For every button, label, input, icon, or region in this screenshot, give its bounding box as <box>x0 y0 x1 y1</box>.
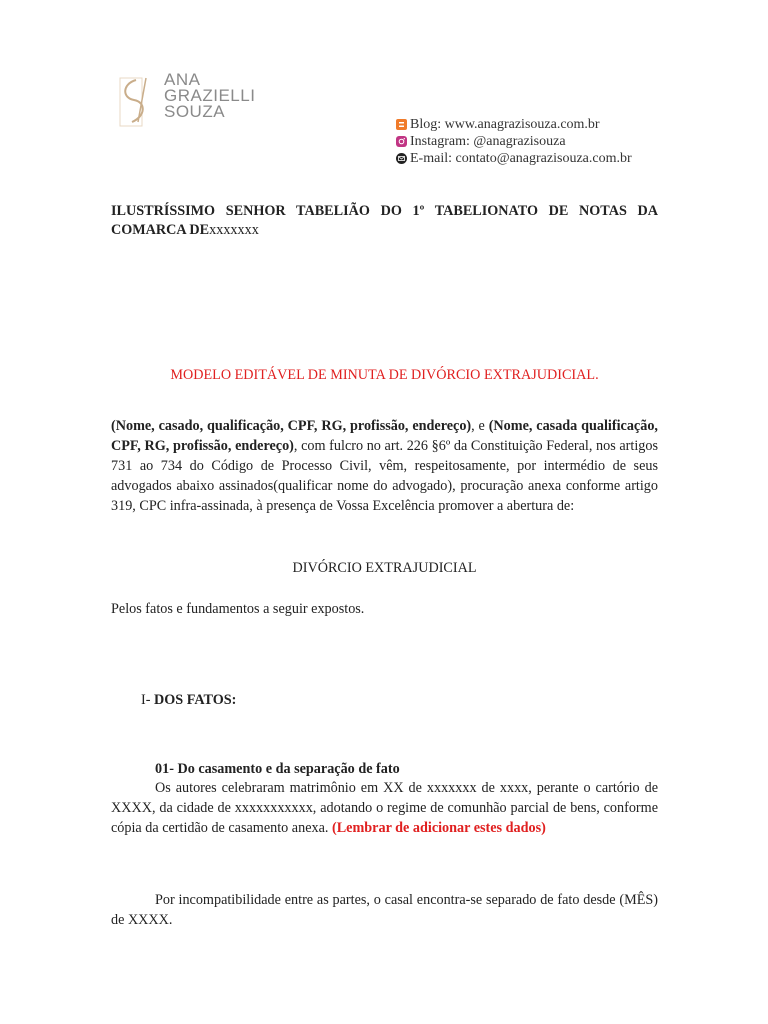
brand-line-2: GRAZIELLI <box>164 86 256 105</box>
facts-paragraph-1 <box>111 778 658 838</box>
party-1: (Nome, casado, qualificação, CPF, RG, profissão, endereço) <box>111 418 472 434</box>
email-link[interactable]: E-mail: contato@anagrazisouza.com.br <box>410 151 632 166</box>
blog-row <box>396 116 632 133</box>
party-2: (Nome, casada qualificação, CPF, RG, profissão, endereço) <box>111 418 658 454</box>
grounds-line: Pelos fatos e fundamentos a seguir expostos. <box>111 601 365 617</box>
instagram-icon <box>396 136 407 147</box>
intro-rest: , com fulcro no art. 226 §6º da Constituição Federal, nos artigos 731 ao 734 do Código de Processo Civil, vêm, respeitosamente, por intermédio de seus advogados abaixo assinados(qualificar nome do advogado), procuração anexa conforme artigo 319, CPC infra-assinada, à presença de Vossa Excelência promover a abertura de: <box>111 438 658 514</box>
blog-link[interactable]: Blog: www.anagrazisouza.com.br <box>410 117 600 132</box>
addressee-bold: COMARCA DE <box>111 222 210 238</box>
instagram-row <box>396 133 632 150</box>
brand-line-1: ANA <box>164 70 201 89</box>
facts-paragraph-2: Por incompatibilidade entre as partes, o casal encontra-se separado de fato desde (MÊS) de XXXX. <box>111 892 658 928</box>
addressee-line-1: ILUSTRÍSSIMO SENHOR TABELIÃO DO 1º TABELIONATO DE NOTAS DA <box>111 203 658 219</box>
reminder-note: (Lembrar de adicionar estes dados) <box>331 820 546 836</box>
addressee-placeholder: xxxxxxx <box>209 222 259 238</box>
section-heading <box>141 690 441 710</box>
facts-paragraph-1-text: Os autores celebraram matrimônio em XX de xxxxxxx de xxxx, perante o cartório de XXXX, da cidade de xxxxxxxxxxx, adotando o regime de comunhão parcial de bens, conforme cópia da certidão de casamento anexa. <box>111 780 658 836</box>
subsection-title: 01- Do casamento e da separação de fato <box>155 761 400 777</box>
monogram-icon <box>116 72 162 130</box>
model-title: MODELO EDITÁVEL DE MINUTA DE DIVÓRCIO EXTRAJUDICIAL. <box>170 367 599 383</box>
email-icon <box>396 153 407 164</box>
connector: , e <box>471 418 489 434</box>
section-number: I- <box>141 692 151 708</box>
action-title: DIVÓRCIO EXTRAJUDICIAL <box>292 560 477 576</box>
section-title: DOS FATOS: <box>154 692 237 708</box>
email-row <box>396 150 632 167</box>
contact-block <box>396 116 632 167</box>
instagram-link[interactable]: Instagram: @anagrazisouza <box>410 134 566 149</box>
brand-line-3: SOUZA <box>164 102 226 121</box>
brand-logo <box>116 72 266 132</box>
intro-paragraph <box>111 416 658 516</box>
blogger-icon <box>396 119 407 130</box>
addressee-line-2 <box>111 220 658 240</box>
